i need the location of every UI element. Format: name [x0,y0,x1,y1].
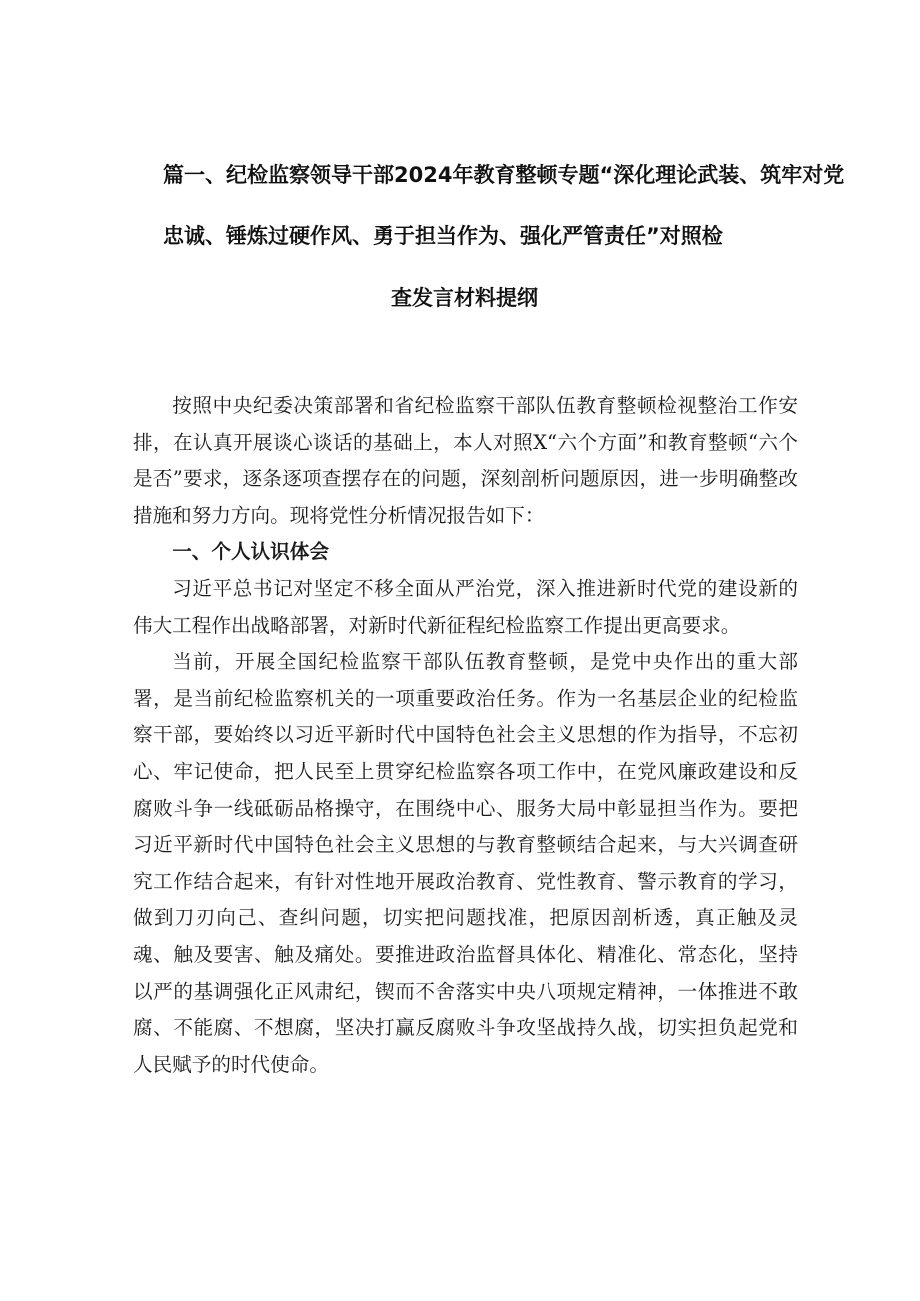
title-line-3: 查发言材料提纲 [391,286,538,310]
intro-paragraph: 按照中央纪委决策部署和省纪检监察干部队伍教育整顿检视整治工作安排，在认真开展谈心谈话的基础上，本人对照X“六个方面”和教育整顿“六个是否”要求，逐条逐项查摆存在的问题，深刻剖析问题原因，进一步明确整改措施和努力方向。现将党性分析情况报告如下： [133,394,798,527]
title-line-2: 忠诚、锤炼过硬作风、勇于担当作为、强化严管责任”对照检 [163,224,723,248]
title-line-1: 篇一、纪检监察领导干部2024年教育整顿专题“深化理论武装、筑牢对党 [163,163,845,187]
section-heading: 一、个人认识体会 [172,540,329,564]
document-body [133,388,798,1083]
body-paragraph-2: 当前，开展全国纪检监察干部队伍教育整顿，是党中央作出的重大部署，是当前纪检监察机关的一项重要政治任务。作为一名基层企业的纪检监察干部，要始终以习近平新时代中国特色社会主义思想的作为指导，不忘初心、牢记使命，把人民至上贯穿纪检监察各项工作中，在党风廉政建设和反腐败斗争一线砥砺品格操守，在围绕中心、服务大局中彰显担当作为。要把习近平新时代中国特色社会主义思想的与教育整顿结合起来，与大兴调查研究工作结合起来，有针对性地开展政治教育、党性教育、警示教育的学习，做到刀刃向己、查纠问题，切实把问题找准，把原因剖析透，真正触及灵魂、触及要害、触及痛处。要推进政治监督具体化、精准化、常态化，坚持以严的基调强化正风肃纪，锲而不舍落实中央八项规定精神，一体推进不敢腐、不能腐、不想腐，坚决打赢反腐败斗争攻坚战持久战，切实担负起党和人民赋予的时代使命。 [133,650,798,1076]
body-paragraph-1: 习近平总书记对坚定不移全面从严治党，深入推进新时代党的建设新的伟大工程作出战略部署，对新时代新征程纪检监察工作提出更高要求。 [133,576,798,637]
